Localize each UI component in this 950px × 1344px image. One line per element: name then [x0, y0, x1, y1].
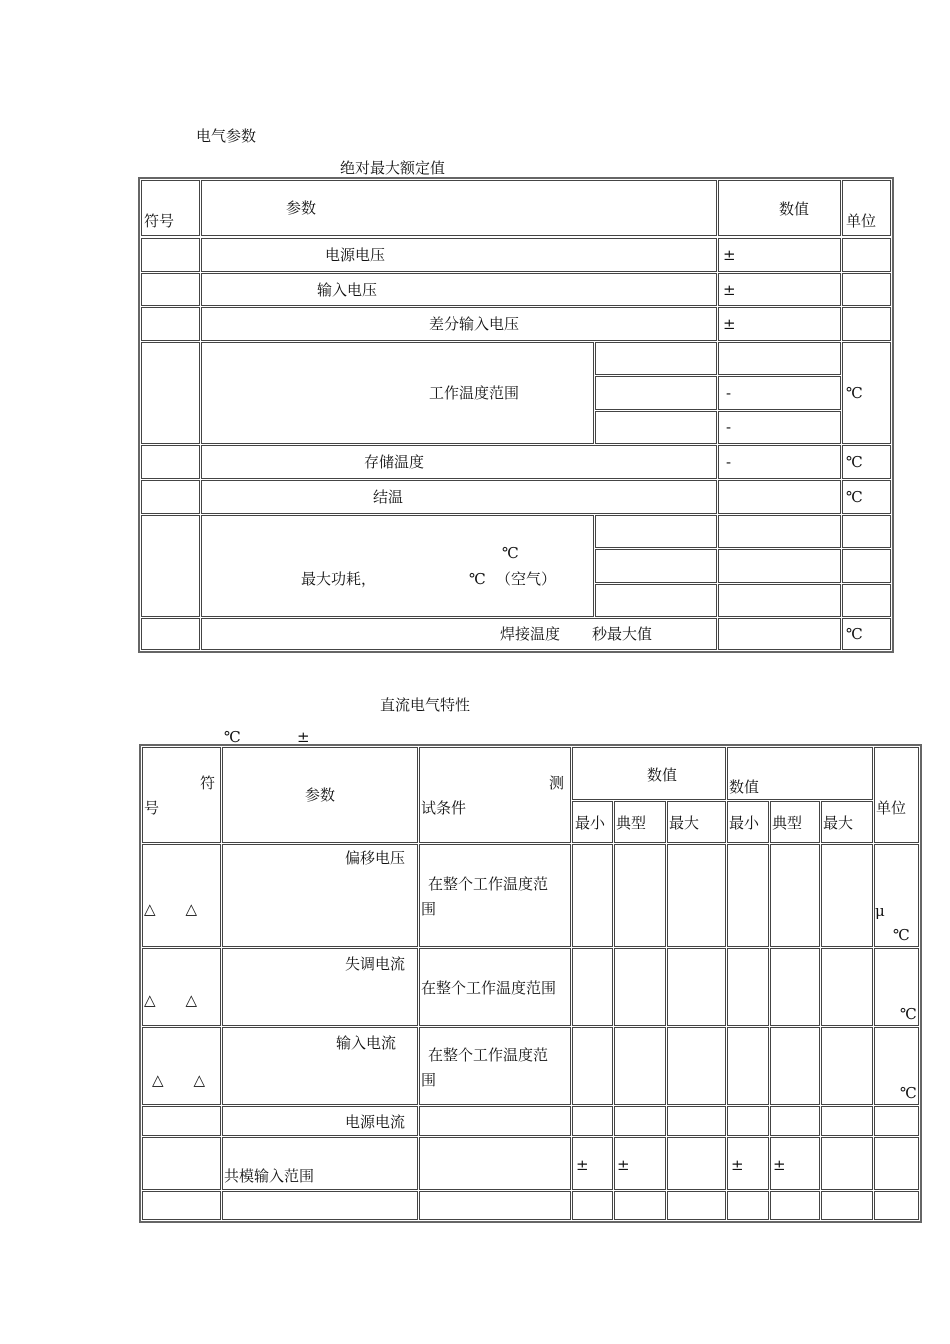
t2-row-cell [572, 1191, 613, 1220]
t1-row-cell [201, 480, 717, 514]
t1-row-cell [718, 515, 841, 548]
t1-row-cell [595, 411, 717, 444]
t2-row-cell [821, 1137, 873, 1190]
t2-row-cell [614, 1027, 666, 1105]
t2-row-cell [727, 844, 769, 947]
t2-header-cell [874, 747, 919, 843]
t2-row-cell [821, 1027, 873, 1105]
t2-header-min-2: 最小 [729, 814, 760, 832]
t1-row-cell [842, 515, 891, 548]
t1-solder-seconds-label: 秒最大值 [592, 625, 653, 643]
t1-supply-voltage-value: ± [723, 246, 736, 264]
t2-header-min-1: 最小 [575, 814, 606, 832]
t2-row-cell [821, 1106, 873, 1136]
t2-cm-range-typ-1: ± [617, 1156, 630, 1174]
t2-header-max-2: 最大 [823, 814, 854, 832]
t1-power-air: （空气） [496, 570, 557, 588]
t2-row-cell [874, 1191, 919, 1220]
t1-row-cell [141, 445, 200, 479]
t2-header-symbol-b: 号 [144, 799, 160, 817]
t2-cm-range-typ-2: ± [773, 1156, 786, 1174]
t1-op-temp-value-2: - [726, 384, 732, 402]
t1-row-cell [842, 549, 891, 583]
t1-header-symbol: 符号 [144, 212, 175, 230]
t2-header-value-2: 数值 [729, 778, 760, 796]
t2-row-cell [667, 844, 726, 947]
t1-storage-temp-value: - [726, 453, 732, 471]
abs-max-title: 绝对最大额定值 [340, 159, 446, 177]
t2-cm-range-min-1: ± [576, 1156, 589, 1174]
t2-row-cell [419, 1027, 571, 1105]
t2-input-current-cond-b: 围 [421, 1071, 437, 1089]
t2-row-cell [572, 1027, 613, 1105]
t2-offset-current-unit: ℃ [900, 1005, 917, 1023]
dc-condition-degree: ℃ [224, 728, 241, 746]
t1-storage-temp-label: 存储温度 [364, 453, 425, 471]
t2-offset-voltage-label: 偏移电压 [345, 849, 406, 867]
t2-row-cell [419, 1106, 571, 1136]
t1-row-cell [718, 238, 841, 272]
t2-input-current-unit: ℃ [900, 1084, 917, 1102]
t1-row-cell [595, 376, 717, 410]
t1-supply-voltage-label: 电源电压 [325, 246, 386, 264]
t1-row-cell [201, 445, 717, 479]
t2-header-typ-1: 典型 [616, 814, 647, 832]
t2-row-cell [727, 1027, 769, 1105]
t2-row-cell [614, 1106, 666, 1136]
t2-row-cell [667, 1137, 726, 1190]
t2-header-value-1: 数值 [647, 766, 678, 784]
t1-row-cell [842, 584, 891, 617]
dc-title: 直流电气特性 [380, 696, 471, 714]
t2-offset-current-symbol: △ △ [144, 991, 198, 1009]
t1-row-cell [718, 445, 841, 479]
t1-row-cell [718, 273, 841, 306]
t2-input-current-label: 输入电流 [336, 1034, 397, 1052]
t1-row-cell [141, 515, 200, 617]
t1-op-temp-value-3: - [726, 418, 732, 436]
t2-row-cell [142, 1137, 221, 1190]
t2-offset-current-label: 失调电流 [345, 955, 406, 973]
t2-row-cell [614, 844, 666, 947]
t2-offset-voltage-cond-b: 围 [421, 900, 437, 918]
t1-op-temp-unit: ℃ [846, 384, 863, 402]
t1-row-cell [141, 480, 200, 514]
t2-row-cell [142, 1106, 221, 1136]
t1-op-temp-label: 工作温度范围 [429, 384, 520, 402]
t1-power-label: 最大功耗， [301, 570, 377, 588]
t2-row-cell [667, 1027, 726, 1105]
t1-row-cell [141, 238, 200, 272]
t2-row-cell [821, 948, 873, 1026]
t2-row-cell [727, 948, 769, 1026]
t1-row-cell [595, 584, 717, 617]
t2-header-param: 参数 [305, 786, 336, 804]
t2-offset-voltage-unit-b: ℃ [893, 926, 910, 944]
t2-header-cond-a: 测 [549, 774, 565, 792]
t2-row-cell [142, 844, 221, 947]
t2-cm-range-label: 共模输入范围 [224, 1167, 315, 1185]
t2-row-cell [770, 1027, 820, 1105]
t2-row-cell [614, 948, 666, 1026]
t1-row-cell [718, 618, 841, 650]
t2-header-cell [142, 747, 221, 843]
t2-row-cell [614, 1191, 666, 1220]
t1-header-unit: 单位 [846, 212, 877, 230]
t2-supply-current-label: 电源电流 [345, 1113, 406, 1131]
t1-row-cell [842, 238, 891, 272]
t2-row-cell [142, 948, 221, 1026]
t2-offset-voltage-symbol: △ △ [144, 900, 198, 918]
t2-row-cell [770, 1106, 820, 1136]
t1-row-cell [842, 307, 891, 341]
t1-row-cell [842, 273, 891, 306]
t2-row-cell [874, 1106, 919, 1136]
t2-row-cell [222, 1191, 418, 1220]
t1-diff-voltage-value: ± [723, 315, 736, 333]
t1-row-cell [718, 549, 841, 583]
t1-solder-temp-label: 焊接温度 [500, 625, 561, 643]
t2-row-cell [142, 1191, 221, 1220]
t2-row-cell [770, 844, 820, 947]
section-title: 电气参数 [196, 127, 257, 145]
t1-power-deg-1: ℃ [502, 544, 519, 562]
t2-header-cond-b: 试条件 [421, 799, 467, 817]
t2-row-cell [667, 948, 726, 1026]
t2-row-cell [419, 1191, 571, 1220]
t2-row-cell [667, 1106, 726, 1136]
t1-storage-temp-unit: ℃ [846, 453, 863, 471]
t2-row-cell [572, 948, 613, 1026]
t1-row-cell [201, 342, 594, 444]
t2-header-cell [419, 747, 571, 843]
t2-row-cell [770, 948, 820, 1026]
t2-row-cell [727, 1191, 769, 1220]
t1-row-cell [201, 238, 717, 272]
t1-row-cell [718, 342, 841, 375]
t1-row-cell [595, 342, 717, 375]
t1-row-cell [141, 273, 200, 306]
t1-header-param-cell [201, 180, 717, 236]
t2-row-cell [821, 844, 873, 947]
t1-row-cell [718, 584, 841, 617]
t1-solder-unit: ℃ [846, 625, 863, 643]
t2-row-cell [821, 1191, 873, 1220]
t1-row-cell [718, 411, 841, 444]
t1-header-param: 参数 [286, 199, 317, 217]
t2-header-typ-2: 典型 [772, 814, 803, 832]
t2-row-cell [667, 1191, 726, 1220]
t2-input-current-cond-a: 在整个工作温度范 [428, 1046, 549, 1064]
t1-junction-temp-unit: ℃ [846, 488, 863, 506]
t1-diff-voltage-label: 差分输入电压 [429, 315, 520, 333]
t2-header-symbol-a: 符 [200, 774, 216, 792]
t1-input-voltage-value: ± [723, 281, 736, 299]
t2-header-max-1: 最大 [669, 814, 700, 832]
t1-junction-temp-label: 结温 [373, 488, 404, 506]
dc-condition-pm: ± [297, 728, 310, 746]
t1-header-value: 数值 [779, 200, 810, 218]
t2-row-cell [572, 1106, 613, 1136]
t2-header-unit: 单位 [876, 799, 907, 817]
t2-offset-voltage-cond-a: 在整个工作温度范 [428, 875, 549, 893]
t1-row-cell [595, 549, 717, 583]
t2-row-cell [419, 1137, 571, 1190]
t1-row-cell [595, 515, 717, 548]
t2-input-current-symbol: △ △ [152, 1071, 206, 1089]
t1-input-voltage-label: 输入电压 [317, 281, 378, 299]
t2-offset-voltage-unit-a: μ [875, 902, 885, 920]
t1-row-cell [141, 618, 200, 650]
t1-row-cell [201, 515, 594, 617]
t2-row-cell [419, 844, 571, 947]
t2-row-cell [874, 1137, 919, 1190]
t1-row-cell [141, 307, 200, 341]
t2-cm-range-min-2: ± [731, 1156, 744, 1174]
t1-row-cell [201, 273, 717, 306]
t1-row-cell [141, 342, 200, 444]
t2-row-cell [727, 1106, 769, 1136]
t1-row-cell [718, 376, 841, 410]
t2-row-cell [770, 1191, 820, 1220]
t1-row-cell [718, 480, 841, 514]
t1-power-deg-2: ℃ [469, 570, 486, 588]
t1-row-cell [718, 307, 841, 341]
t2-row-cell [142, 1027, 221, 1105]
t2-offset-current-cond: 在整个工作温度范围 [421, 979, 557, 997]
t2-row-cell [572, 844, 613, 947]
